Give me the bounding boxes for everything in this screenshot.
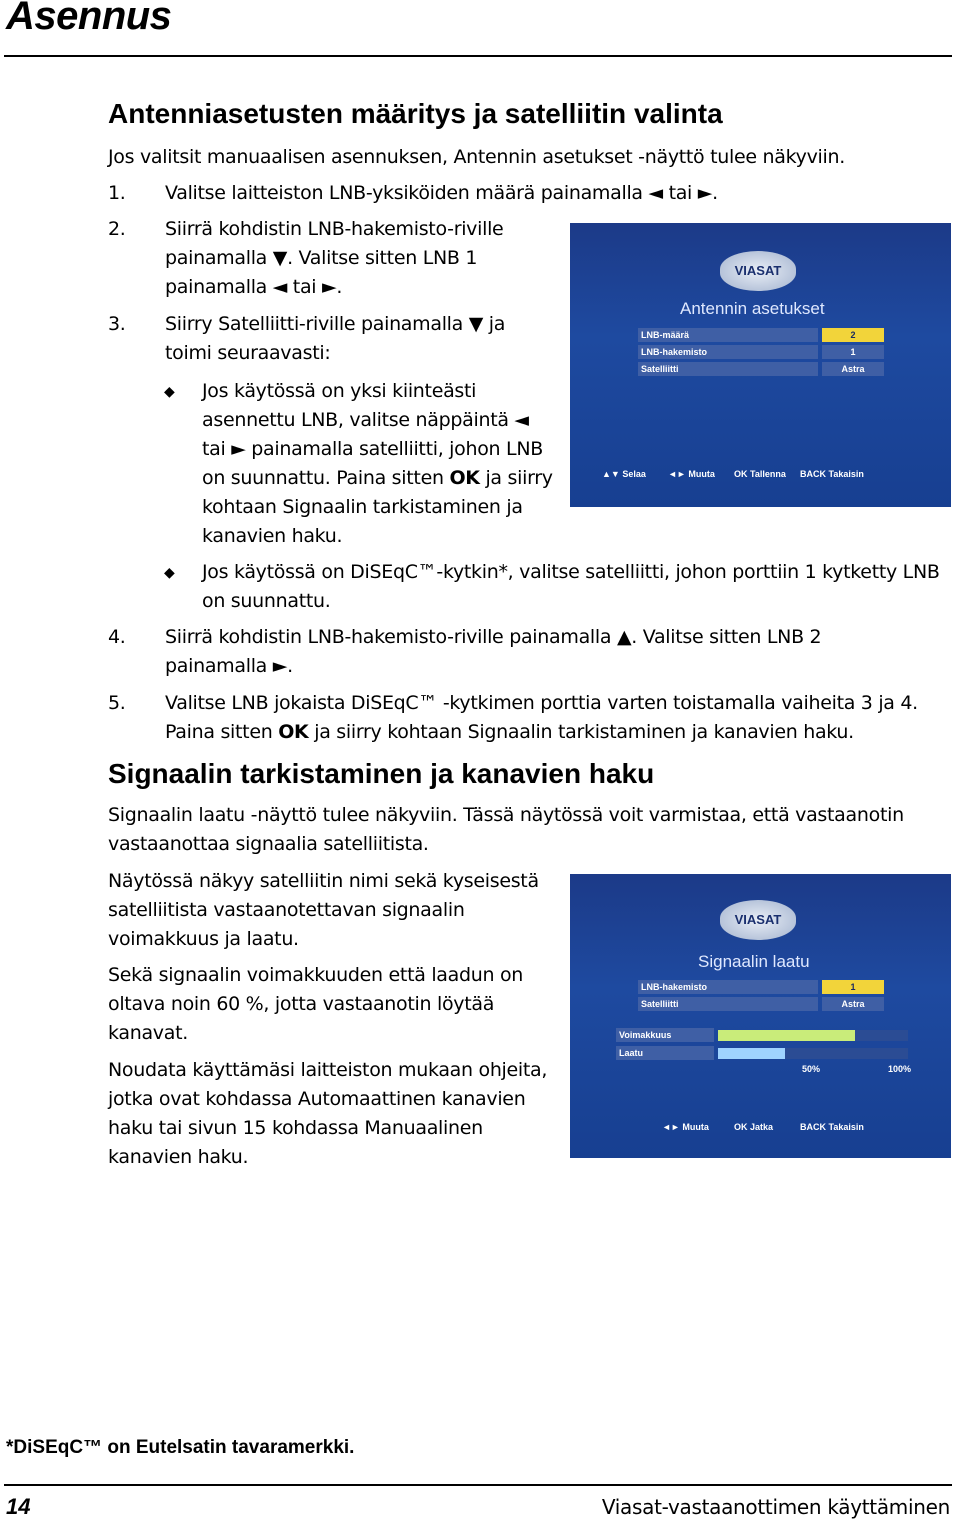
back-button-icon: BACK	[800, 1122, 826, 1132]
footer-save: OK Tallenna	[734, 469, 786, 479]
setting-label: Satelliitti	[638, 362, 818, 376]
viasat-logo: VIASAT	[720, 900, 796, 940]
section2-paragraph: Noudata käyttämäsi laitteiston mukaan ohjeita, jotka ovat kohdassa Automaattinen kanavien haku tai sivun 15 kohdassa Manuaalinen kanavien haku.	[108, 1059, 548, 1168]
antenna-settings-screenshot	[570, 223, 951, 507]
setting-label: LNB-hakemisto	[638, 345, 818, 359]
left-right-arrows-icon: ◄►	[668, 469, 686, 479]
step-text: Siirry Satelliitti-riville painamalla ▼ ja toimi seuraavasti:	[165, 313, 506, 364]
step-text: Siirrä kohdistin LNB-hakemisto-riville painamalla ▲. Valitse sitten LNB 2 painamalla ►.	[165, 626, 822, 677]
step-3	[108, 310, 548, 368]
step-number: 2.	[108, 218, 126, 240]
page-number: 14	[6, 1494, 31, 1519]
left-right-arrows-icon: ◄►	[662, 1122, 680, 1132]
bullet-text: Jos käytössä on yksi kiinteästi asennettu LNB, valitse näppäintä ◄ tai ► painamalla satelliitti, johon LNB on suunnattu. Paina sitten OK ja siirry kohtaan Signaalin tarkistaminen ja kanavien haku.	[202, 380, 553, 547]
step-text: Valitse laitteiston LNB-yksiköiden määrä painamalla ◄ tai ►.	[165, 182, 718, 204]
section2-paragraph: Sekä signaalin voimakkuuden että laadun on oltava noin 60 %, jotta vastaanotin löytää kanavat.	[108, 964, 524, 1044]
footer-title: Viasat-vastaanottimen käyttäminen	[601, 1495, 950, 1519]
footer-continue: OK Jatka	[734, 1122, 774, 1132]
quality-meter-fill	[718, 1048, 785, 1059]
step-text: Siirrä kohdistin LNB-hakemisto-riville painamalla ▼. Valitse sitten LNB 1 painamalla ◄ tai ►.	[165, 218, 504, 298]
meter-label: Laatu	[616, 1046, 714, 1060]
setting-label: Satelliitti	[638, 997, 818, 1011]
setting-label: LNB-hakemisto	[638, 980, 818, 994]
bullet-text: Jos käytössä on DiSEqC™-kytkin*, valitse satelliitti, johon porttiin 1 kytketty LNB on suunnattu.	[202, 561, 940, 612]
bullet-fixed-lnb	[164, 377, 554, 551]
footer-change: ◄► Muuta	[668, 469, 715, 479]
step-number: 1.	[108, 182, 126, 204]
ok-key-label: OK	[449, 467, 480, 489]
diamond-bullet-icon: ◆	[164, 384, 175, 400]
section1-heading: Antenniasetusten määritys ja satelliitin valinta	[108, 98, 723, 129]
diamond-bullet-icon: ◆	[164, 565, 175, 581]
footer-browse: ▲▼ Selaa	[602, 469, 646, 479]
bullet-diseqc	[164, 558, 954, 616]
meter-label: Voimakkuus	[616, 1028, 714, 1042]
section2-paragraph: Näytössä näkyy satelliitin nimi sekä kyseisestä satelliitista vastaanotettavan signaalin voimakkuus ja laatu.	[108, 870, 539, 950]
step-5	[108, 689, 958, 747]
section2-paragraph: Signaalin laatu -näyttö tulee näkyviin. Tässä näytössä voit varmistaa, että vastaanotin vastaanottaa signaalia satelliitista.	[108, 804, 904, 855]
step-text: Valitse LNB jokaista DiSEqC™ -kytkimen porttia varten toistamalla vaiheita 3 ja 4. Paina sitten OK ja siirry kohtaan Signaalin tarkistaminen ja kanavien haku.	[165, 692, 918, 743]
setting-value: 1	[822, 980, 884, 994]
section1-intro: Jos valitsit manuaalisen asennuksen, Antennin asetukset -näyttö tulee näkyviin.	[108, 146, 845, 168]
footer-change: ◄► Muuta	[662, 1122, 709, 1132]
page-header-title: Asennus	[6, 0, 172, 38]
screen-title: Signaalin laatu	[698, 952, 810, 971]
section2-heading: Signaalin tarkistaminen ja kanavien haku	[108, 758, 655, 789]
viasat-logo: VIASAT	[720, 251, 796, 291]
ok-button-icon: OK	[734, 1122, 748, 1132]
setting-label: LNB-määrä	[638, 328, 818, 342]
up-down-arrows-icon: ▲▼	[602, 469, 620, 479]
back-button-icon: BACK	[800, 469, 826, 479]
strength-meter-fill	[718, 1030, 855, 1041]
setting-value: Astra	[822, 997, 884, 1011]
step-number: 3.	[108, 313, 126, 335]
setting-value: 2	[822, 328, 884, 342]
step-1	[108, 179, 928, 208]
signal-quality-screenshot	[570, 874, 951, 1158]
footer-back: BACK Takaisin	[800, 469, 864, 479]
setting-value: Astra	[822, 362, 884, 376]
step-2	[108, 215, 548, 302]
ok-button-icon: OK	[734, 469, 748, 479]
step-4	[108, 623, 908, 681]
header-rule	[4, 55, 952, 57]
scale-label: 50%	[802, 1064, 821, 1074]
footer-rule	[4, 1484, 952, 1486]
setting-value: 1	[822, 345, 884, 359]
step-number: 5.	[108, 692, 126, 714]
screen-title: Antennin asetukset	[680, 299, 825, 318]
step-number: 4.	[108, 626, 126, 648]
footer-back: BACK Takaisin	[800, 1122, 864, 1132]
trademark-footnote: *DiSEqC™ on Eutelsatin tavaramerkki.	[6, 1437, 355, 1458]
ok-key-label: OK	[278, 721, 309, 743]
scale-label: 100%	[888, 1064, 912, 1074]
